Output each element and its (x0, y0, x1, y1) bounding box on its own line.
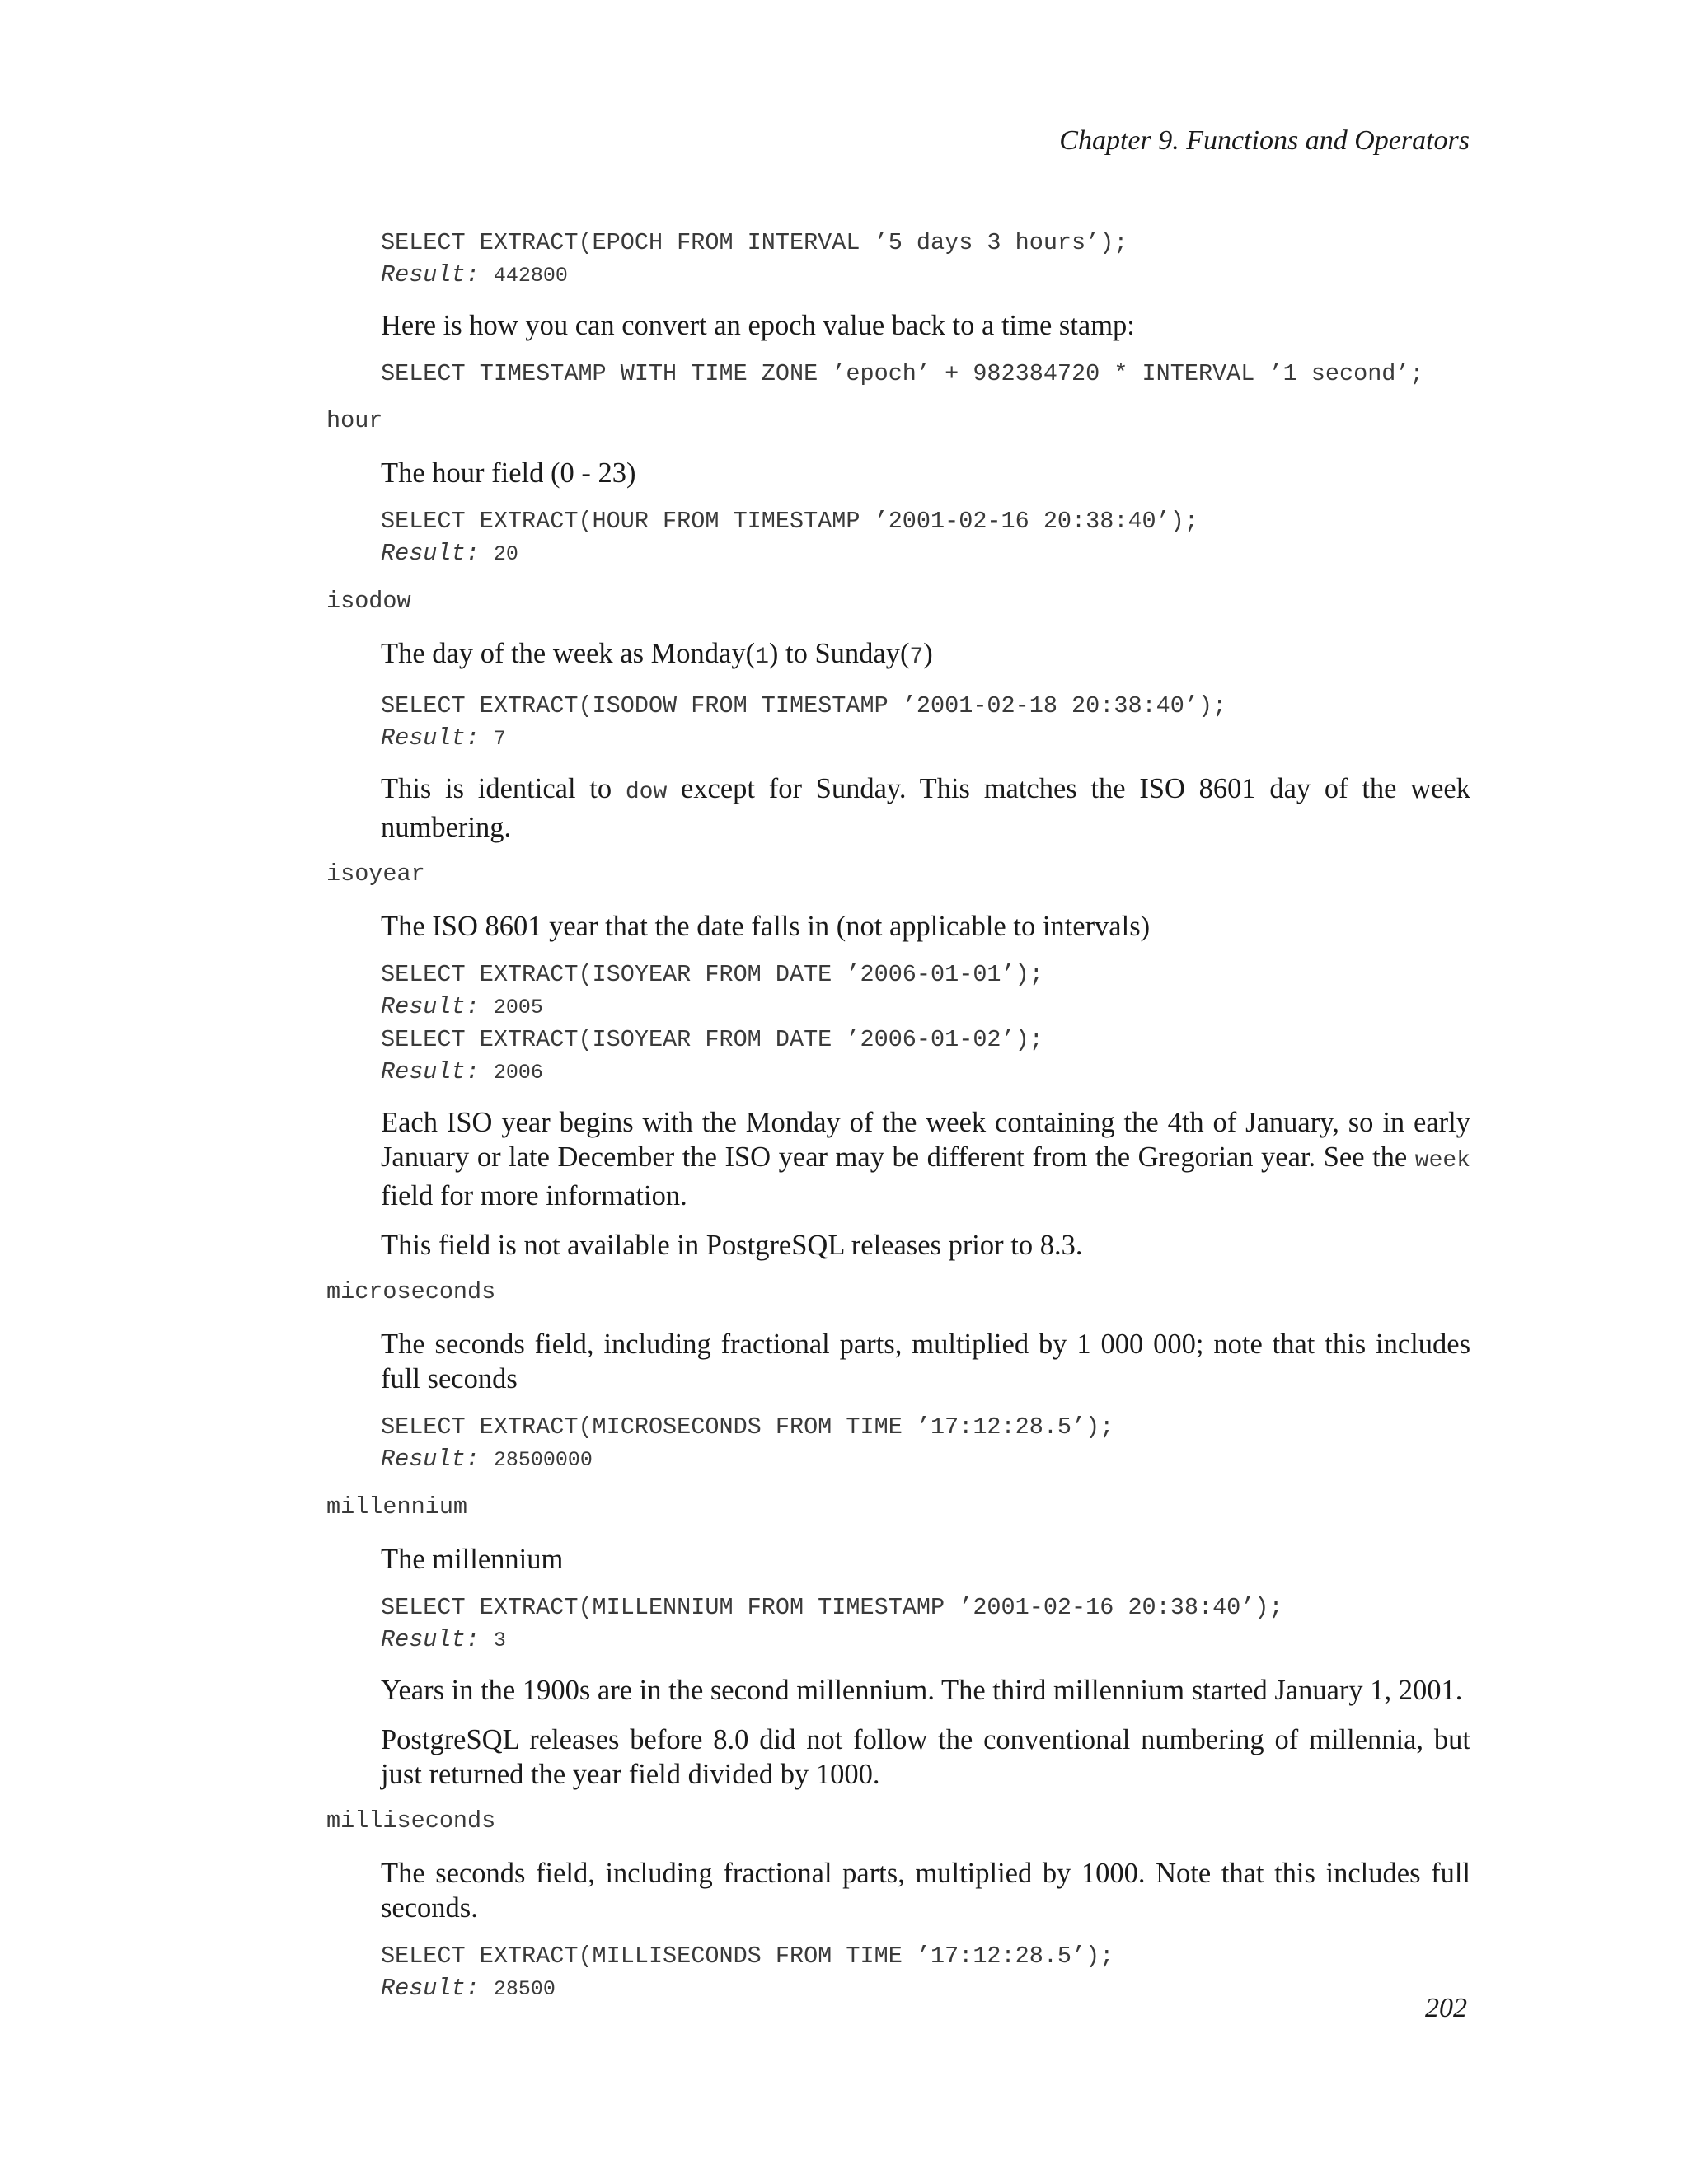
term-milliseconds: milliseconds (326, 1807, 496, 1835)
code-block-isodow (381, 690, 1470, 755)
paragraph-isodow-desc (381, 636, 1470, 675)
term-microseconds: microseconds (326, 1278, 496, 1305)
term-isodow: isodow (326, 588, 411, 615)
result-value: 3 (493, 1629, 506, 1652)
text-run: except for Sunday. This matches the ISO 8601 day of the week numbering. (381, 773, 1470, 843)
text-run: This is identical to (381, 773, 626, 804)
result-label: Result: (381, 1626, 480, 1653)
inline-code: week (1414, 1148, 1470, 1174)
result-value: 7 (493, 727, 506, 751)
entry-isodow (381, 636, 1470, 845)
paragraph-convert-epoch: Here is how you can convert an epoch value back to a time stamp: (381, 310, 1135, 341)
result-line (381, 259, 1470, 292)
code-line: SELECT EXTRACT(ISODOW FROM TIMESTAMP ’2001-02-18 20:38:40’); (381, 692, 1227, 719)
result-value: 28500000 (493, 1448, 593, 1472)
result-line (381, 722, 1470, 755)
inline-code: 7 (909, 644, 924, 670)
inline-code: 1 (755, 644, 769, 670)
result-line (381, 1972, 1470, 2005)
epoch-entry-continuation (381, 227, 1470, 390)
text-run: ) to Sunday( (768, 638, 910, 669)
page-number: 202 (1425, 1993, 1467, 2023)
paragraph-millennium-note1: Years in the 1900s are in the second millennium. The third millennium started January 1, 2001. (381, 1675, 1463, 1706)
result-label: Result: (381, 1058, 480, 1085)
result-label: Result: (381, 1975, 480, 2002)
code-line: SELECT EXTRACT(ISOYEAR FROM DATE ’2006-01-01’); (381, 961, 1043, 988)
code-block-microseconds (381, 1411, 1470, 1476)
code-block-milliseconds (381, 1940, 1470, 2005)
result-line (381, 1443, 1470, 1476)
paragraph-isoyear-desc: The ISO 8601 year that the date falls in (not applicable to intervals) (381, 911, 1151, 942)
code-line: SELECT EXTRACT(MILLISECONDS FROM TIME ’17:12:28.5’); (381, 1943, 1114, 1970)
term-millennium: millennium (326, 1493, 468, 1521)
code-line: SELECT TIMESTAMP WITH TIME ZONE ’epoch’ + 982384720 * INTERVAL ’1 second’; (381, 360, 1424, 387)
result-line (381, 991, 1470, 1024)
paragraph-millennium-desc: The millennium (381, 1544, 564, 1575)
paragraph-isodow-note (381, 771, 1470, 845)
text-run: Each ISO year begins with the Monday of the week containing the 4th of January, so in early January or late December the ISO year may be different from the Gregorian year. See the (381, 1107, 1470, 1173)
result-line (381, 1056, 1470, 1089)
code-line: SELECT EXTRACT(MILLENNIUM FROM TIMESTAMP ’2001-02-16 20:38:40’); (381, 1594, 1283, 1621)
entry-milliseconds (381, 1856, 1470, 2005)
paragraph-isoyear-note (381, 1105, 1470, 1213)
result-line (381, 537, 1470, 570)
result-value: 442800 (493, 264, 568, 288)
result-label: Result: (381, 540, 480, 567)
result-label: Result: (381, 993, 480, 1020)
result-label: Result: (381, 261, 480, 288)
code-block-epoch (381, 227, 1470, 292)
paragraph-hour-desc: The hour field (0 - 23) (381, 457, 636, 489)
result-value: 20 (493, 542, 518, 566)
entry-microseconds (381, 1327, 1470, 1476)
code-block-isoyear (381, 958, 1470, 1089)
result-line (381, 1624, 1470, 1657)
result-label: Result: (381, 1446, 480, 1473)
inline-code: dow (625, 780, 668, 805)
text-run: The day of the week as Monday( (381, 638, 756, 669)
paragraph-microseconds-desc: The seconds field, including fractional parts, multiplied by 1 000 000; note that this includes full seconds (381, 1329, 1470, 1394)
code-line: SELECT EXTRACT(HOUR FROM TIMESTAMP ’2001-02-16 20:38:40’); (381, 508, 1198, 535)
paragraph-milliseconds-desc: The seconds field, including fractional parts, multiplied by 1000. Note that this includes full seconds. (381, 1858, 1470, 1924)
term-hour: hour (326, 407, 383, 434)
code-line: SELECT EXTRACT(EPOCH FROM INTERVAL ’5 days 3 hours’); (381, 229, 1128, 256)
entry-millennium (381, 1542, 1470, 1792)
result-label: Result: (381, 724, 480, 752)
page-content (326, 227, 1470, 2022)
text-run: ) (923, 638, 933, 669)
paragraph-isoyear-availability: This field is not available in PostgreSQL releases prior to 8.3. (381, 1230, 1083, 1261)
result-value: 28500 (493, 1977, 556, 2001)
text-run: field for more information. (381, 1180, 687, 1212)
code-block-hour (381, 505, 1470, 570)
code-line: SELECT EXTRACT(ISOYEAR FROM DATE ’2006-01-02’); (381, 1026, 1043, 1053)
entry-isoyear (381, 909, 1470, 1263)
code-block-millennium (381, 1591, 1470, 1657)
code-block-timestamp (381, 358, 1470, 390)
result-value: 2005 (493, 996, 543, 1019)
term-isoyear: isoyear (326, 860, 425, 888)
chapter-header: Chapter 9. Functions and Operators (1059, 125, 1470, 156)
code-line: SELECT EXTRACT(MICROSECONDS FROM TIME ’17:12:28.5’); (381, 1413, 1114, 1441)
result-value: 2006 (493, 1061, 543, 1085)
paragraph-millennium-note2: PostgreSQL releases before 8.0 did not follow the conventional numbering of millennia, but just returned the year field divided by 1000. (381, 1724, 1470, 1790)
entry-hour (381, 456, 1470, 570)
